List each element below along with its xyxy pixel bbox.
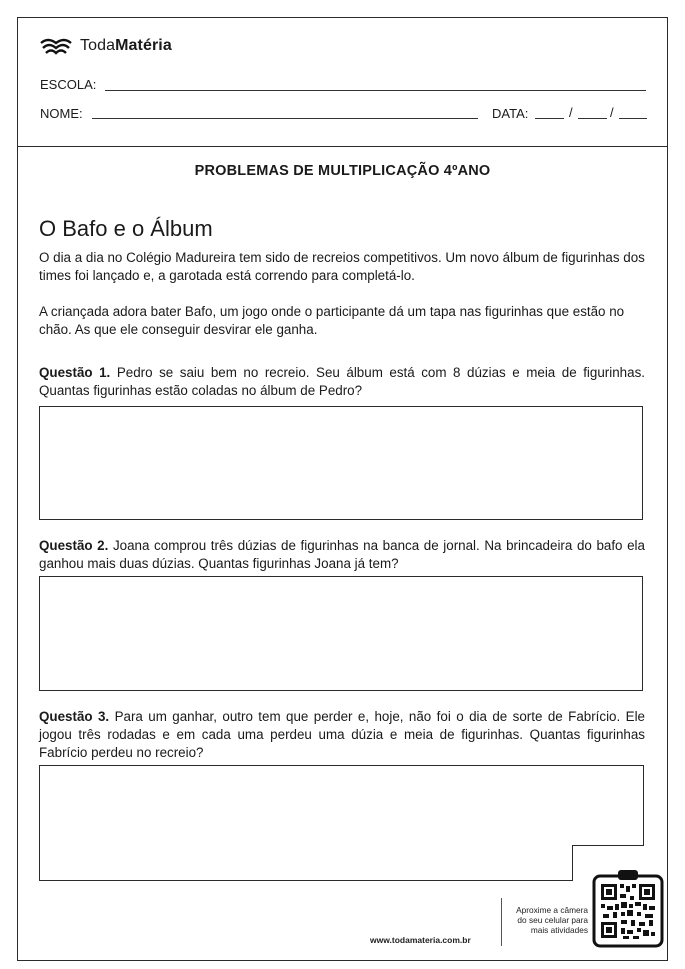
footer-divider (501, 898, 502, 946)
nome-field[interactable] (92, 118, 478, 119)
date-year-field[interactable] (619, 118, 647, 119)
question-1 (39, 364, 645, 400)
answer-box-2[interactable] (39, 576, 643, 691)
story-paragraph-2: A criançada adora bater Bafo, um jogo onde o participante dá um tapa nas figurinhas que estão no chão. As que ele conseguir desvirar ele ganha. (39, 304, 625, 337)
logo-text: TodaMatéria (80, 37, 172, 54)
date-separator: / (610, 105, 614, 120)
question-2-label: Questão 2. (39, 538, 109, 553)
story-paragraph-1: O dia a dia no Colégio Madureira tem sido de recreios competitivos. Um novo álbum de figurinhas dos times foi lançado e, a garotada está correndo para completá-lo. (39, 250, 645, 283)
question-2-text: Joana comprou três dúzias de figurinhas na banca de jornal. Na brincadeira do bafo ela ganhou mais duas dúzias. Quantas figurinhas Joana já tem? (39, 538, 645, 571)
question-3-text: Para um ganhar, outro tem que perder e, hoje, não foi o dia de sorte de Fabrício. Ele jogou três rodadas e em cada uma perdeu uma dúzia e meia de figurinhas. Quantas figurinhas Fabrício perdeu no recreio? (39, 709, 645, 760)
worksheet-title: PROBLEMAS DE MULTIPLICAÇÃO 4ºANO (194, 163, 491, 179)
date-day-field[interactable] (535, 118, 564, 119)
answer-box-1[interactable] (39, 406, 643, 520)
story-title: O Bafo e o Álbum (39, 216, 213, 241)
question-3 (39, 708, 645, 762)
question-2 (39, 537, 645, 573)
toda-materia-logo-icon (40, 37, 72, 55)
question-1-label: Questão 1. (39, 365, 111, 380)
logo (40, 37, 172, 55)
question-3-label: Questão 3. (39, 709, 110, 724)
date-month-field[interactable] (578, 118, 607, 119)
answer-box-3[interactable] (39, 765, 645, 881)
qr-code-icon[interactable] (592, 868, 664, 948)
header-divider (18, 146, 667, 147)
escola-label: ESCOLA: (40, 77, 97, 92)
question-1-text: Pedro se saiu bem no recreio. Seu álbum está com 8 dúzias e meia de figurinhas. Quantas figurinhas estão coladas no álbum de Pedro? (39, 365, 645, 398)
date-separator: / (569, 105, 573, 120)
data-label: DATA: (492, 106, 529, 121)
nome-label: NOME: (40, 106, 83, 121)
qr-caption: Aproxime a câmera do seu celular para mais atividades (516, 905, 588, 935)
worksheet-page (17, 17, 668, 961)
website-url[interactable]: www.todamateria.com.br (370, 935, 471, 945)
escola-field[interactable] (105, 90, 646, 91)
